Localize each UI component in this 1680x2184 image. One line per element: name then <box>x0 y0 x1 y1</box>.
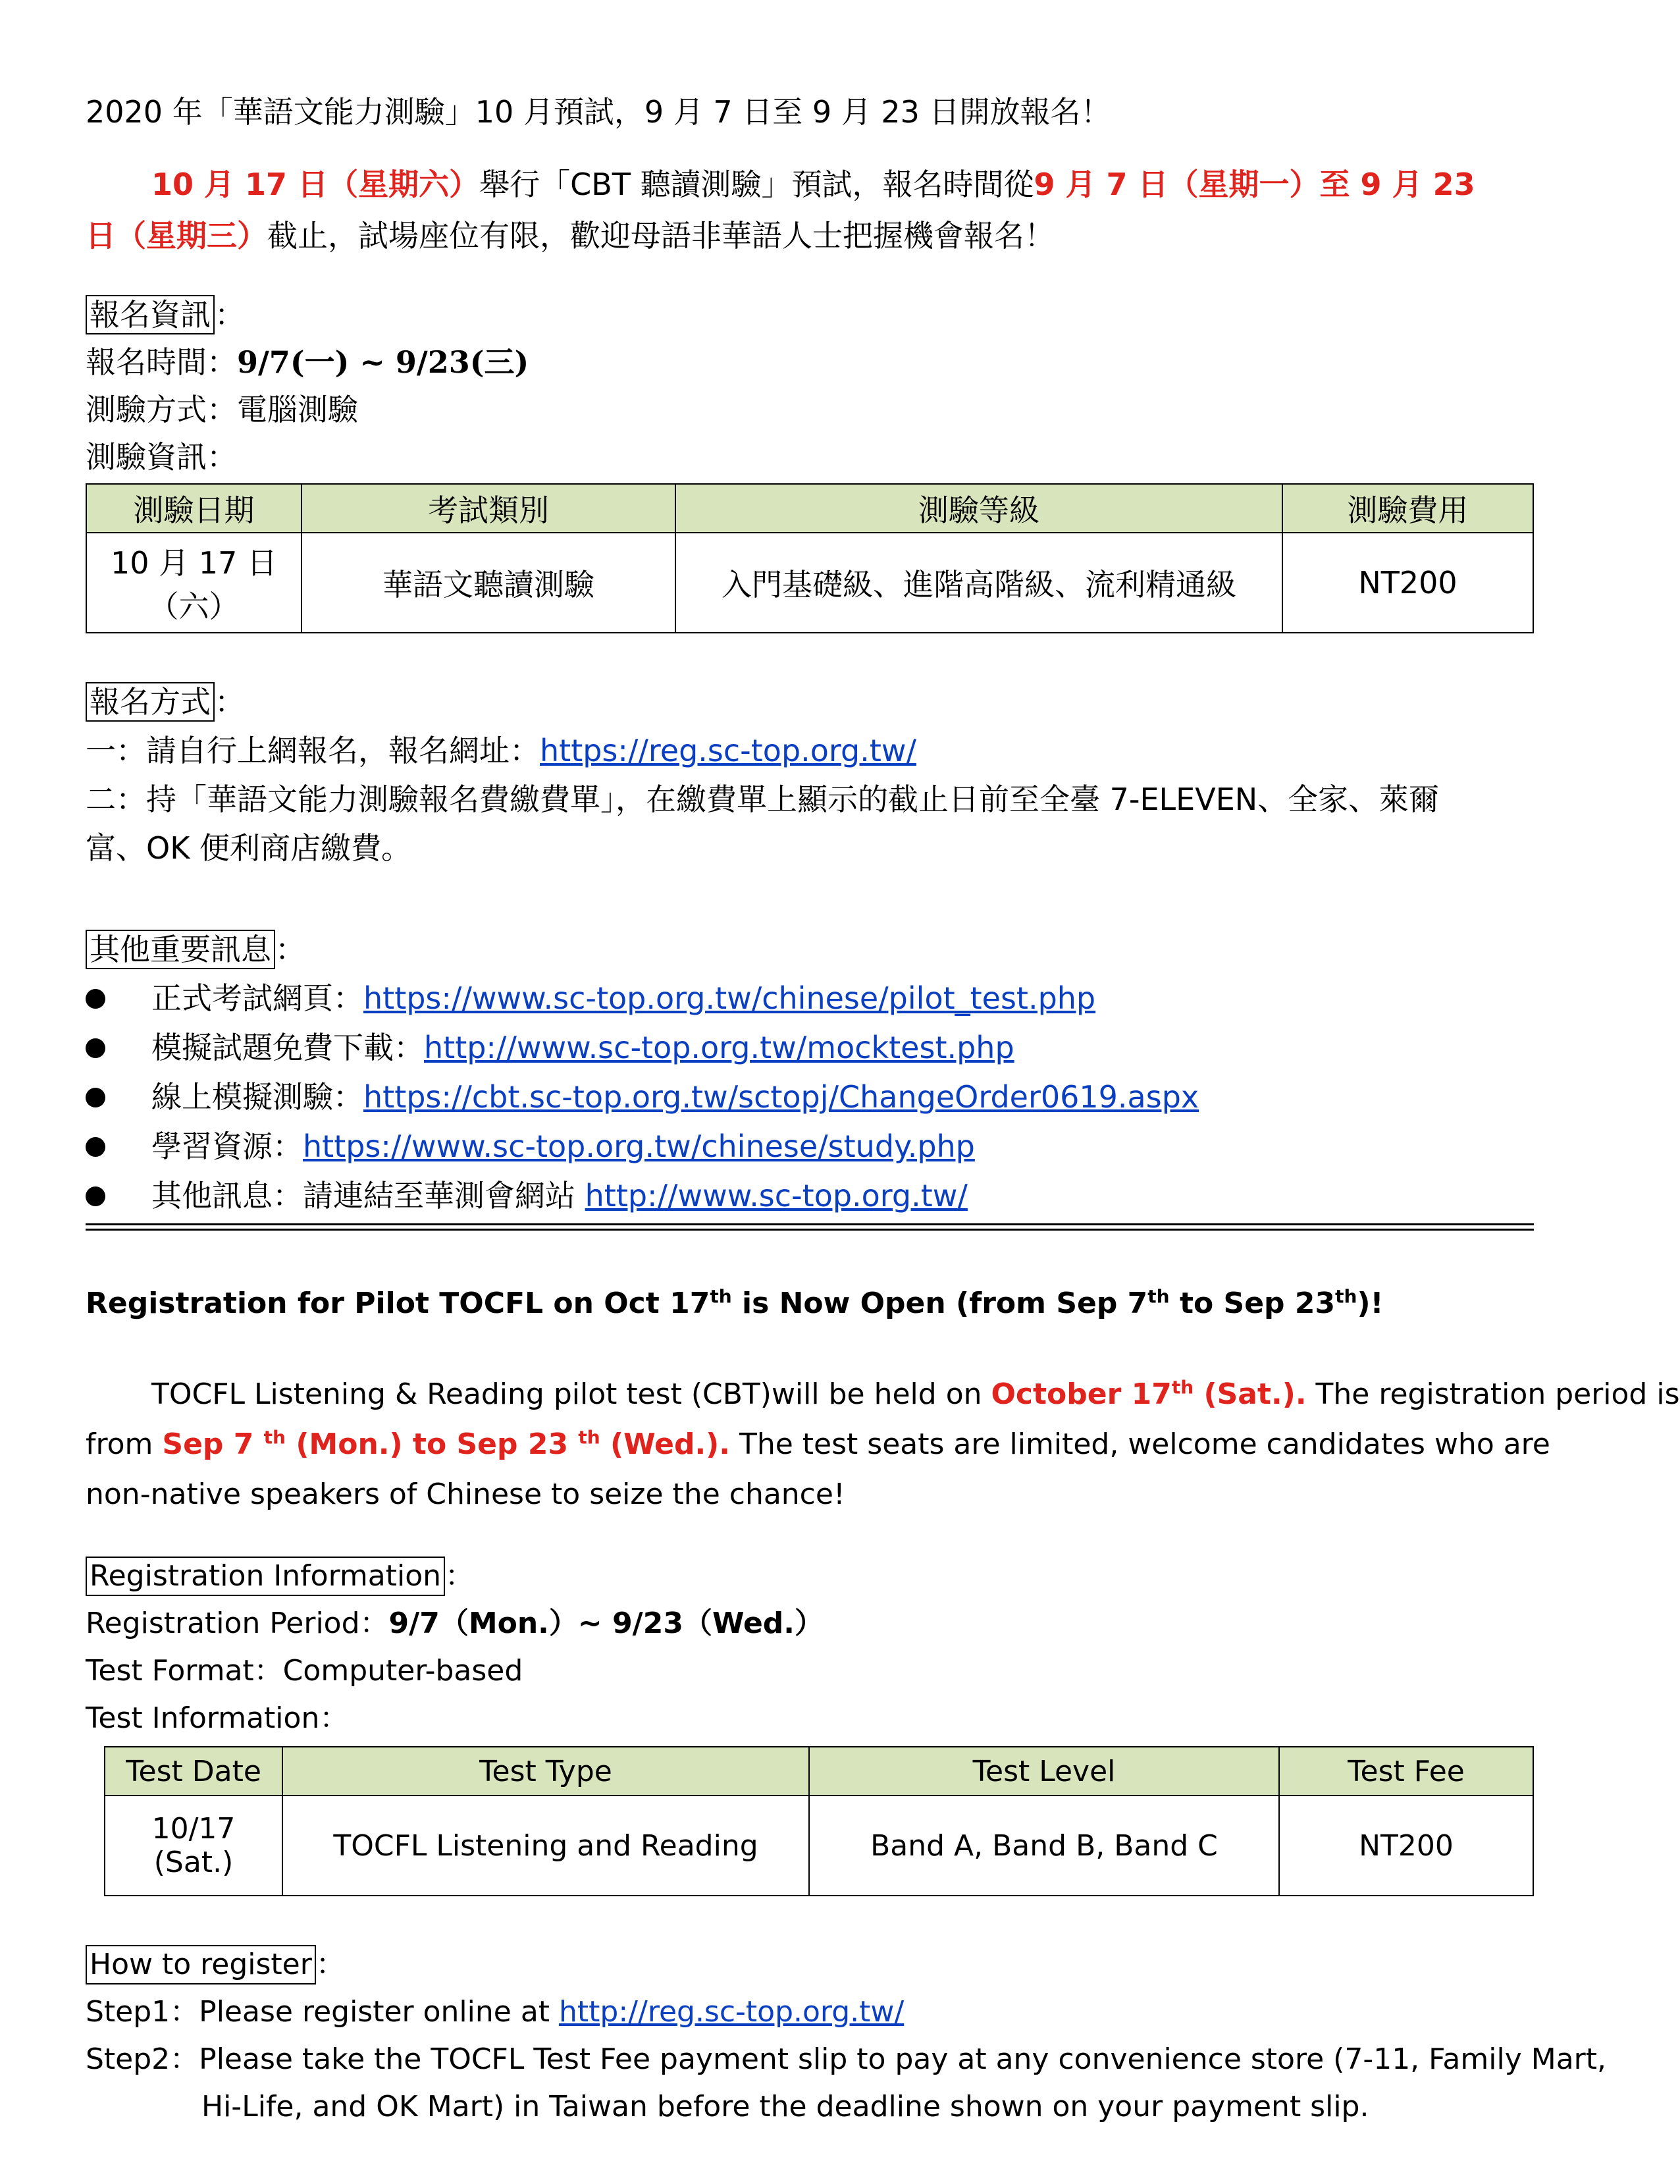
en-intro-line2 <box>86 1425 1550 1464</box>
bullet-dot <box>86 1038 105 1058</box>
table-header: 測驗等級 <box>675 484 1282 533</box>
en-text: from <box>86 1427 163 1461</box>
table-header: Test Level <box>809 1747 1279 1796</box>
en-step1-text: Step1：Please register online at <box>86 1995 560 2029</box>
list-item <box>151 978 1095 1018</box>
en-step1 <box>86 1992 904 2032</box>
table-header: Test Date <box>105 1747 282 1796</box>
en-period: Sep 7 <box>162 1427 264 1461</box>
en-test-format: Test Format：Computer-based <box>86 1654 523 1688</box>
date-line2: （六） <box>148 589 240 624</box>
study-link[interactable]: https://www.sc-top.org.tw/chinese/study.php <box>303 1129 975 1164</box>
en-reg-period-label: Registration Period： <box>86 1607 389 1640</box>
en-period: (Mon.) to Sep 23 <box>286 1427 579 1461</box>
table-header-row <box>86 484 1533 533</box>
bullet-dot <box>86 1088 105 1107</box>
list-item <box>151 1077 1199 1117</box>
table-cell-type: TOCFL Listening and Reading <box>282 1796 809 1896</box>
en-how-title: How to register <box>86 1945 316 1984</box>
table-header: 測驗日期 <box>86 484 302 533</box>
sup-th: th <box>710 1285 732 1308</box>
sup-th: th <box>1335 1285 1357 1308</box>
zh-reg-period-label: 報名時間： <box>86 344 237 380</box>
zh-reg-period-end: 日（星期三） <box>86 218 267 253</box>
en-text: The test seats are limited, welcome candidates who are <box>730 1427 1550 1461</box>
reg-link[interactable]: https://reg.sc-top.org.tw/ <box>540 733 916 768</box>
date-line1: 10/17 <box>151 1812 236 1846</box>
date-line1: 10 月 17 日 <box>111 545 277 581</box>
bullet-dot <box>86 989 105 1009</box>
en-headline-part: to Sep 23 <box>1169 1287 1336 1320</box>
en-reg-period <box>86 1604 824 1643</box>
date-line2: (Sat.) <box>153 1846 234 1879</box>
list-item <box>151 1127 975 1166</box>
en-text: The registration period is <box>1306 1377 1680 1411</box>
colon: ： <box>215 297 245 333</box>
list-item-label: 其他訊息：請連結至華測會網站 <box>151 1178 585 1213</box>
en-test-info-label: Test Information： <box>86 1701 349 1735</box>
zh-intro-line2 <box>86 216 1055 255</box>
zh-reg-info-heading <box>86 295 245 334</box>
zh-reg-period-value: 9/7(一) ~ 9/23(三) <box>237 344 529 380</box>
cbt-link[interactable]: https://cbt.sc-top.org.tw/sctopj/ChangeOrder0619.aspx <box>363 1079 1199 1115</box>
colon: ： <box>275 932 305 967</box>
zh-test-info-table <box>86 483 1534 633</box>
zh-test-date: 10 月 17 日（星期六） <box>151 167 480 202</box>
mocktest-link[interactable]: http://www.sc-top.org.tw/mocktest.php <box>424 1030 1014 1065</box>
en-step2-line2: Hi-Life, and OK Mart) in Taiwan before the deadline shown on your payment slip. <box>201 2090 1369 2123</box>
reg-link[interactable]: http://reg.sc-top.org.tw/ <box>559 1995 905 2029</box>
zh-reg-info-title: 報名資訊 <box>86 295 215 334</box>
sup-th: th <box>263 1426 286 1449</box>
home-link[interactable]: http://www.sc-top.org.tw/ <box>585 1178 968 1213</box>
list-item-label: 線上模擬測驗： <box>151 1079 363 1115</box>
en-test-date: October 17 <box>991 1377 1172 1411</box>
zh-reg-period <box>86 342 529 382</box>
en-how-heading <box>86 1945 345 1984</box>
en-reg-period-value: 9/7（Mon.）~ 9/23（Wed.） <box>388 1607 824 1640</box>
table-header-row <box>105 1747 1533 1796</box>
table-cell-level: 入門基礎級、進階高階級、流利精通級 <box>675 533 1282 633</box>
list-item <box>151 1176 968 1215</box>
zh-how-heading <box>86 682 245 722</box>
colon: ： <box>445 1559 475 1593</box>
zh-intro-line1 <box>151 165 1475 204</box>
en-test-info-table <box>104 1746 1534 1896</box>
en-text: TOCFL Listening & Reading pilot test (CBT)will be held on <box>151 1377 991 1411</box>
zh-intro-end: 截止，試場座位有限，歡迎母語非華語人士把握機會報名！ <box>267 218 1055 253</box>
divider <box>86 1223 1534 1225</box>
sup-th: th <box>1147 1285 1170 1308</box>
table-header: Test Fee <box>1279 1747 1533 1796</box>
zh-other-heading <box>86 930 305 969</box>
sup-th: th <box>1171 1376 1194 1398</box>
list-item-label: 正式考試網頁： <box>151 980 363 1016</box>
en-intro-line1 <box>151 1375 1680 1414</box>
en-reg-info-title: Registration Information <box>86 1557 445 1596</box>
zh-how-2-line2: 富、OK 便利商店繳費。 <box>86 830 411 866</box>
zh-how-1 <box>86 731 916 770</box>
en-headline-part: is Now Open (from Sep 7 <box>731 1287 1148 1320</box>
bullet-dot <box>86 1137 105 1157</box>
en-test-day: (Sat.). <box>1194 1377 1307 1411</box>
divider <box>86 1229 1534 1231</box>
en-headline <box>86 1284 1384 1323</box>
table-row <box>86 533 1533 633</box>
zh-other-title: 其他重要訊息 <box>86 930 275 969</box>
list-item-label: 學習資源： <box>151 1129 303 1164</box>
en-reg-info-heading <box>86 1557 474 1596</box>
zh-how-1-text: 一：請自行上網報名，報名網址： <box>86 733 540 768</box>
en-headline-part: Registration for Pilot TOCFL on Oct 17 <box>86 1287 710 1320</box>
table-cell-fee: NT200 <box>1279 1796 1533 1896</box>
bullet-dot <box>86 1186 105 1206</box>
sup-th: th <box>578 1426 600 1449</box>
table-header: 考試類別 <box>302 484 675 533</box>
en-period: (Wed.). <box>600 1427 730 1461</box>
table-cell-fee: NT200 <box>1282 533 1533 633</box>
colon: ： <box>315 1948 345 1981</box>
pilot-test-link[interactable]: https://www.sc-top.org.tw/chinese/pilot_test.php <box>363 980 1096 1016</box>
table-row <box>105 1796 1533 1896</box>
list-item-label: 模擬試題免費下載： <box>151 1030 424 1065</box>
zh-headline: 2020 年「華語文能力測驗」10 月預試，9 月 7 日至 9 月 23 日開放報名！ <box>86 94 1111 130</box>
table-header: 測驗費用 <box>1282 484 1533 533</box>
zh-reg-period-start: 9 月 7 日（星期一）至 9 月 23 <box>1034 167 1475 202</box>
zh-how-2-line1: 二：持「華語文能力測驗報名費繳費單」，在繳費單上顯示的截止日前至全臺 7-ELEVEN、全家、萊爾 <box>86 782 1440 817</box>
zh-test-format: 測驗方式：電腦測驗 <box>86 392 358 427</box>
table-cell-level: Band A, Band B, Band C <box>809 1796 1279 1896</box>
colon: ： <box>215 684 245 720</box>
en-headline-part: )! <box>1357 1287 1384 1320</box>
en-intro-line3: non-native speakers of Chinese to seize the chance! <box>86 1478 845 1511</box>
table-cell-type: 華語文聽讀測驗 <box>302 533 675 633</box>
table-header: Test Type <box>282 1747 809 1796</box>
table-cell-date <box>105 1796 282 1896</box>
table-cell-date <box>86 533 302 633</box>
list-item <box>151 1028 1014 1067</box>
en-step2-line1: Step2：Please take the TOCFL Test Fee payment slip to pay at any convenience store (7-11, Family Mart, <box>86 2042 1606 2076</box>
zh-test-info-label: 測驗資訊： <box>86 439 237 475</box>
zh-intro-mid: 舉行「CBT 聽讀測驗」預試，報名時間從 <box>479 167 1034 202</box>
zh-how-title: 報名方式 <box>86 682 215 722</box>
